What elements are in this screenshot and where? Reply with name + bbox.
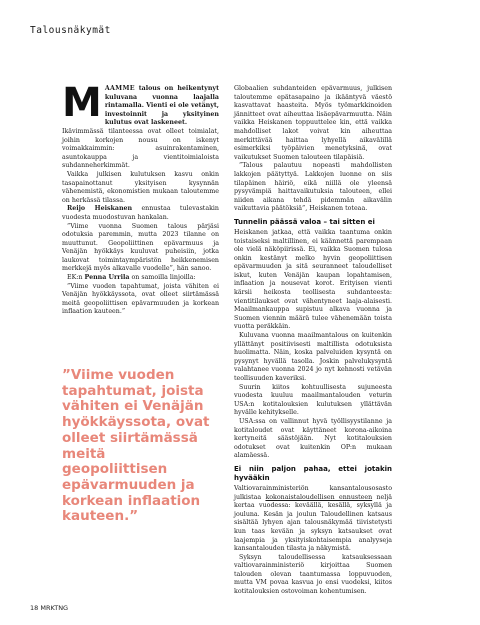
body-text: on samoilla linjoilla: bbox=[131, 274, 196, 282]
body-paragraph bbox=[62, 274, 219, 283]
body-text: Valtiovarainministeriön kansantalousosasto julkistaa bbox=[234, 484, 392, 501]
subheading: Ei niin paljon pahaa, ettei jotakin hyvääkin bbox=[234, 464, 392, 482]
body-paragraph: Kuluvana vuonna maailmantalous on kuitenkin yllättänyt positiivisesti maltillista odotuksista huolimatta. Näin, koska palveluiden kysyntä on pysynyt hyvällä tasolla. Joskin palvelukysyntä valahtanee vuonna 2024 jo nyt kehnosti vetävän teollisuuden kaveriksi. bbox=[234, 332, 392, 382]
body-paragraph: Syksyn taloudellisessa katsauksessaan valtiovarainministeriö kirjoittaa Suomen talouden olevan taantumassa loppuvuoden, mutta VM povaa kasvua jo ensi vuodeksi, kiitos kotitalouksien ostovoiman kohentumisen. bbox=[234, 553, 392, 596]
body-paragraph: Vaikka julkisen kulutuksen kasvu onkin tasapainottanut yksityisen kysynnän vähenemistä, ekonomistien mukaan taloutemme on herkässä tilassa. bbox=[62, 170, 219, 204]
body-paragraph bbox=[62, 205, 219, 222]
article-column-left bbox=[62, 80, 219, 317]
body-paragraph: ”Talous palautuu nopeasti mahdollisten lakkojen päätyttyä. Lakkojen luonne on siis tilapäinen häiriö, eikä niillä ole yleensä pysyvämpiä haittavaikutuksia talouteen, ellei niiden aikana tehdä pidemmän aikavälin vaikuttavia päätöksiä”, Heiskanen toteaa. bbox=[234, 162, 392, 213]
body-paragraph: Ikävimmässä tilanteessa ovat olleet toimialat, joihin korkojen nousu on iskenyt voimakkaimmin: asuinrakentaminen, asuntokauppa ja vientitoimialoista suhdanneherkimmät. bbox=[62, 127, 219, 170]
body-paragraph: ”Viime vuoden tapahtumat, joista vähiten ei Venäjän hyökkäyssota, ovat olleet siirtämässä meitä geopoliittisen epävarmuuden ja korkean inflaation kauteen.” bbox=[62, 282, 219, 316]
body-paragraph bbox=[234, 485, 392, 554]
subheading: Tunnelin päässä valoa – tai sitten ei bbox=[234, 217, 375, 226]
person-name: Penna Urrila bbox=[84, 274, 130, 282]
body-paragraph: Suurin kiitos kohtuullisesta sujuneesta vuodesta kuuluu maailmantalouden veturin USA:n kotitalouksien kulutuksen yllättävän hyvälle kehitykselle. bbox=[234, 383, 392, 417]
pull-quote: ”Viime vuoden tapahtumat, joista vähiten ei Venäjän hyökkäyssota, ovat olleet siirtämässä meitä geopoliittisen epävarmuuden ja korkean inflaation kauteen.” bbox=[62, 367, 210, 525]
body-paragraph: Globaalien suhdanteiden epävarmuus, julkisen taloutemme epätasapaino ja ikääntyvä väestö kasvattavat haasteita. Myös työmarkkinoiden jännitteet ovat aiheuttaa lisäepävarmuutta. Näin vaikka Heiskanen toppuuttelee kin, että vaikka mahdolliset lakot voivat kin aiheuttaa merkittävää haittaa lyhyellä aikavälillä esimerkiksi työpäivien menetyksinä, ovat vaikutukset Suomen talouteen tilapäisiä. bbox=[234, 85, 392, 161]
person-name: Reijo Heiskanen bbox=[67, 205, 133, 213]
body-paragraph: ”Viime vuonna Suomen talous pärjäsi odotuksia paremmin, mutta 2023 tilanne on muuttunut. Geopoliittinen epävarmuus ja Venäjän hyökkäys kuuluvat puheisiin, jotka laukovat toimintaympäristön heikkenemisen merkkejä myös alkavalle vuodelle”, hän sanoo. bbox=[62, 222, 219, 273]
body-paragraph: Heiskanen jatkaa, että vaikka taantuma onkin toistaiseksi maltillinen, ei käännettä parempaan ole vielä näköpiirissä. Ei, vaikka Suomen tulosa onkin kestänyt melko hyvin geopoliittisen epävarmuuden ja sitä seuranneet taloudelliset iskut, kuten Venäjän kaupan lopahtamisen, inflaation ja nousevat korot. Erityisen vienti kärsii heikosta teollisesta suhdanteesta: vientitilaukset ovat vähentyneet laaja-alaisesti. Maailmankauppa supistuu alkava vuonna ja Suomen viennin määrä tulee vähenemään toista vuotta peräkkäin. bbox=[234, 228, 392, 331]
body-paragraph: USA:ssa on vallinnut hyvä työllisyystilanne ja kotitaloudet ovat käyttäneet korona-aikoina kertyneitä säästöjään. Nyt kotitalouksien odotukset ovat kuitenkin OP:n mukaan alamäessä. bbox=[234, 417, 392, 460]
lead-caps: AAMME bbox=[104, 85, 135, 92]
ennuste-link[interactable]: kokonaistaloudellisen ennusteen bbox=[265, 493, 373, 501]
page-footer: 18 MRKTNG bbox=[30, 604, 69, 612]
lead-text: talous on heikentynyt kuluvana vuonna laajalla rintamalla. Vienti ei ole vetänyt, investoinnit ja yksityinen kulutus ovat laskeneet. bbox=[104, 85, 219, 127]
section-label: Talousnäkymät bbox=[30, 25, 111, 36]
body-text: neljä kertaa vuodessa: keväällä, kesällä, syksyllä ja joulunа. Kesän ja joulun Taloudellinen katsaus sisältää lyhyen ajan talousnäkymää tiivistetysti kun taas kevään ja syksyn katsaukset ovat laajempia ja yksityiskohtaisempia analyyseja kansantalouden tilasta ja näkymistä. bbox=[234, 493, 392, 553]
article-column-right bbox=[234, 85, 392, 597]
lead-paragraph bbox=[62, 80, 219, 128]
body-text: ennustaa tulevastakin vuodesta muodostuvan hankalan. bbox=[62, 205, 219, 221]
body-text: EK:n bbox=[67, 274, 83, 282]
drop-cap: M bbox=[62, 80, 102, 126]
